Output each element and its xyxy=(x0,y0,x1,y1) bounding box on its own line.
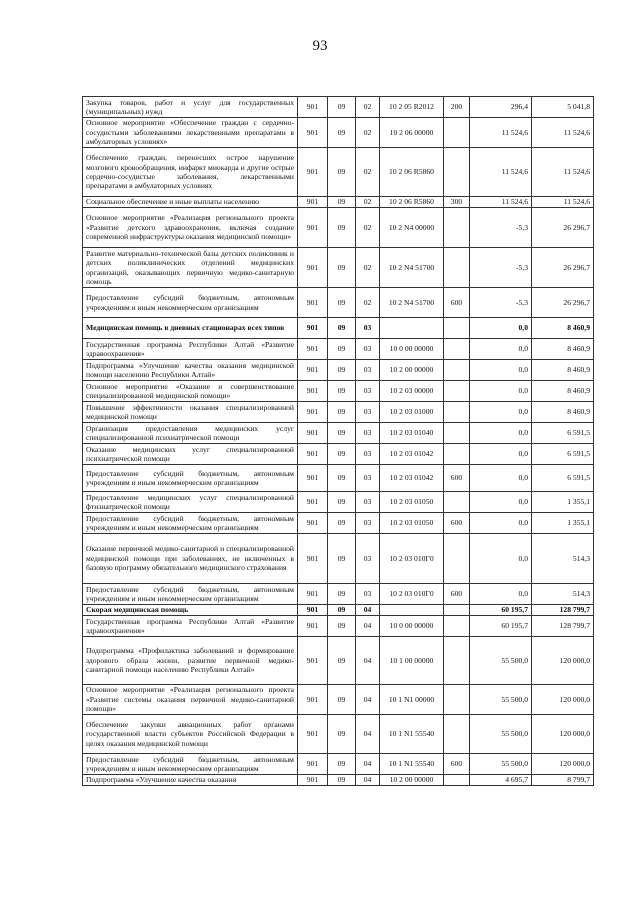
row-target-article: 10 0 00 00000 xyxy=(380,616,444,637)
row-sum-1: 4 695,7 xyxy=(470,775,532,786)
row-subsection: 04 xyxy=(356,715,380,754)
row-target-article: 10 1 00 00000 xyxy=(380,637,444,685)
row-expense-type xyxy=(444,360,470,381)
row-section: 09 xyxy=(328,605,356,616)
row-grbs: 901 xyxy=(298,513,328,534)
row-target-article: 10 1 N1 00000 xyxy=(380,685,444,715)
row-name: Закупка товаров, работ и услуг для государственных (муниципальных) нужд xyxy=(83,97,298,118)
row-sum-2: 6 591,5 xyxy=(532,444,594,465)
row-name: Государственная программа Республики Алтай «Развитие здравоохранения» xyxy=(83,616,298,637)
table-row xyxy=(83,754,594,775)
row-subsection: 03 xyxy=(356,584,380,605)
row-subsection: 03 xyxy=(356,402,380,423)
table-row xyxy=(83,318,594,339)
row-sum-1: 11 524,6 xyxy=(470,148,532,197)
row-name: Подпрограмма «Улучшение качества оказания медицинской помощи населению Республики Алтай» xyxy=(83,360,298,381)
row-name: Предоставление субсидий бюджетным, автономным учреждениям и иным некоммерческим организациям xyxy=(83,584,298,605)
row-subsection: 03 xyxy=(356,492,380,513)
row-name: Оказание первичной медико-санитарной и специализированной медицинской помощи при заболеваниях, не включенных в базовую программу обязательного медицинского страхования xyxy=(83,534,298,584)
row-name: Государственная программа Республики Алтай «Развитие здравоохранения» xyxy=(83,339,298,360)
table-row xyxy=(83,605,594,616)
row-section: 09 xyxy=(328,637,356,685)
table-row xyxy=(83,381,594,402)
table-row xyxy=(83,402,594,423)
row-target-article: 10 2 03 01050 xyxy=(380,492,444,513)
row-sum-1: 11 524,6 xyxy=(470,197,532,208)
row-sum-2: 11 524,6 xyxy=(532,197,594,208)
row-grbs: 901 xyxy=(298,584,328,605)
row-expense-type xyxy=(444,339,470,360)
row-grbs: 901 xyxy=(298,715,328,754)
row-section: 09 xyxy=(328,288,356,318)
row-expense-type xyxy=(444,775,470,786)
row-section: 09 xyxy=(328,754,356,775)
row-sum-1: 0,0 xyxy=(470,360,532,381)
row-sum-1: 0,0 xyxy=(470,465,532,492)
row-target-article: 10 2 N4 51700 xyxy=(380,288,444,318)
row-sum-2: 120 000,0 xyxy=(532,754,594,775)
row-grbs: 901 xyxy=(298,775,328,786)
row-subsection: 02 xyxy=(356,148,380,197)
row-target-article: 10 2 00 00000 xyxy=(380,360,444,381)
row-expense-type xyxy=(444,715,470,754)
row-sum-1: 0,0 xyxy=(470,381,532,402)
row-sum-1: 55 500,0 xyxy=(470,685,532,715)
row-target-article: 10 2 05 R2012 xyxy=(380,97,444,118)
row-name: Основное мероприятие «Обеспечение граждан с сердечно-сосудистыми заболеваниями лекарственными препаратами в амбулаторных условиях» xyxy=(83,118,298,148)
row-expense-type xyxy=(444,444,470,465)
row-name: Основное мероприятие «Реализация регионального проекта «Развитие системы оказания первичной медико-санитарной помощи» xyxy=(83,685,298,715)
budget-table-body xyxy=(83,97,594,786)
row-grbs: 901 xyxy=(298,339,328,360)
row-sum-2: 6 591,5 xyxy=(532,423,594,444)
row-subsection: 04 xyxy=(356,616,380,637)
row-target-article: 10 2 03 01050 xyxy=(380,513,444,534)
row-sum-2: 1 355,1 xyxy=(532,513,594,534)
table-row xyxy=(83,715,594,754)
row-sum-1: 296,4 xyxy=(470,97,532,118)
table-row xyxy=(83,775,594,786)
row-subsection: 02 xyxy=(356,288,380,318)
row-target-article: 10 0 00 00000 xyxy=(380,339,444,360)
row-section: 09 xyxy=(328,685,356,715)
row-expense-type xyxy=(444,318,470,339)
table-row xyxy=(83,197,594,208)
table-row xyxy=(83,534,594,584)
row-expense-type: 600 xyxy=(444,513,470,534)
table-row xyxy=(83,513,594,534)
row-expense-type xyxy=(444,534,470,584)
row-section: 09 xyxy=(328,197,356,208)
row-section: 09 xyxy=(328,715,356,754)
row-section: 09 xyxy=(328,360,356,381)
row-expense-type xyxy=(444,402,470,423)
row-sum-1: 55 500,0 xyxy=(470,715,532,754)
row-section: 09 xyxy=(328,381,356,402)
row-expense-type: 600 xyxy=(444,288,470,318)
row-sum-2: 514,3 xyxy=(532,584,594,605)
row-section: 09 xyxy=(328,492,356,513)
row-subsection: 04 xyxy=(356,605,380,616)
row-sum-1: 55 500,0 xyxy=(470,637,532,685)
row-sum-1: 0,0 xyxy=(470,423,532,444)
row-sum-2: 120 000,0 xyxy=(532,637,594,685)
row-grbs: 901 xyxy=(298,248,328,288)
table-row xyxy=(83,148,594,197)
row-expense-type: 600 xyxy=(444,754,470,775)
row-name: Социальное обеспечение и иные выплаты населению xyxy=(83,197,298,208)
row-target-article: 10 2 06 R5860 xyxy=(380,197,444,208)
row-target-article: 10 2 03 01042 xyxy=(380,465,444,492)
table-row xyxy=(83,616,594,637)
row-expense-type xyxy=(444,248,470,288)
row-sum-2: 8 460,9 xyxy=(532,318,594,339)
row-sum-1: 0,0 xyxy=(470,584,532,605)
row-grbs: 901 xyxy=(298,616,328,637)
row-sum-1: 60 195,7 xyxy=(470,605,532,616)
row-grbs: 901 xyxy=(298,534,328,584)
row-sum-2: 120 000,0 xyxy=(532,685,594,715)
table-row xyxy=(83,492,594,513)
row-name: Предоставление субсидий бюджетным, автономным учреждениям и иным некоммерческим организациям xyxy=(83,513,298,534)
row-sum-1: 55 500,0 xyxy=(470,754,532,775)
row-subsection: 04 xyxy=(356,685,380,715)
row-subsection: 03 xyxy=(356,534,380,584)
row-section: 09 xyxy=(328,339,356,360)
row-section: 09 xyxy=(328,118,356,148)
table-row xyxy=(83,444,594,465)
row-grbs: 901 xyxy=(298,97,328,118)
row-target-article: 10 2 03 010Г0 xyxy=(380,584,444,605)
table-row xyxy=(83,208,594,248)
row-sum-2: 11 524,6 xyxy=(532,118,594,148)
row-name: Скорая медицинская помощь xyxy=(83,605,298,616)
row-sum-1: 0,0 xyxy=(470,444,532,465)
row-name: Подпрограмма «Профилактика заболеваний и формирование здорового образа жизни, развитие первичной медико-санитарной помощи населению Республики Алтай» xyxy=(83,637,298,685)
row-name: Оказание медицинских услуг специализированной психиатрической помощи xyxy=(83,444,298,465)
row-sum-2: 128 799,7 xyxy=(532,605,594,616)
row-name: Развитие материально-технической базы детских поликлиник и детских поликлинических отделений медицинских организаций, оказывающих первичную медико-санитарную помощь xyxy=(83,248,298,288)
row-grbs: 901 xyxy=(298,288,328,318)
row-sum-1: -5,3 xyxy=(470,208,532,248)
row-expense-type xyxy=(444,381,470,402)
row-sum-2: 11 524,6 xyxy=(532,148,594,197)
row-grbs: 901 xyxy=(298,118,328,148)
row-target-article: 10 2 N4 00000 xyxy=(380,208,444,248)
table-row xyxy=(83,423,594,444)
row-section: 09 xyxy=(328,616,356,637)
row-expense-type xyxy=(444,423,470,444)
row-expense-type xyxy=(444,616,470,637)
row-grbs: 901 xyxy=(298,685,328,715)
row-subsection: 03 xyxy=(356,423,380,444)
row-subsection: 02 xyxy=(356,197,380,208)
row-grbs: 901 xyxy=(298,465,328,492)
row-sum-2: 8 460,9 xyxy=(532,360,594,381)
table-row xyxy=(83,288,594,318)
row-expense-type: 600 xyxy=(444,465,470,492)
table-row xyxy=(83,339,594,360)
row-sum-2: 26 296,7 xyxy=(532,208,594,248)
row-grbs: 901 xyxy=(298,318,328,339)
row-sum-1: 0,0 xyxy=(470,402,532,423)
row-expense-type: 600 xyxy=(444,584,470,605)
row-target-article: 10 2 06 R5860 xyxy=(380,148,444,197)
row-sum-1: 0,0 xyxy=(470,318,532,339)
row-expense-type xyxy=(444,118,470,148)
row-expense-type xyxy=(444,492,470,513)
table-row xyxy=(83,465,594,492)
row-expense-type xyxy=(444,637,470,685)
row-section: 09 xyxy=(328,444,356,465)
row-subsection: 03 xyxy=(356,381,380,402)
row-section: 09 xyxy=(328,584,356,605)
page-number: 93 xyxy=(312,38,328,54)
row-name: Медицинская помощь в дневных стационарах всех типов xyxy=(83,318,298,339)
row-sum-2: 26 296,7 xyxy=(532,248,594,288)
row-sum-2: 26 296,7 xyxy=(532,288,594,318)
row-sum-1: 0,0 xyxy=(470,513,532,534)
row-grbs: 901 xyxy=(298,360,328,381)
row-sum-2: 514,3 xyxy=(532,534,594,584)
row-grbs: 901 xyxy=(298,492,328,513)
row-name: Обеспечение закупки авиационных работ органами государственной власти субъектов Российской Федерации в целях оказания медицинской помощи xyxy=(83,715,298,754)
row-name: Предоставление субсидий бюджетным, автономным учреждениям и иным некоммерческим организациям xyxy=(83,288,298,318)
row-sum-1: 0,0 xyxy=(470,492,532,513)
table-row xyxy=(83,685,594,715)
row-section: 09 xyxy=(328,148,356,197)
row-subsection: 03 xyxy=(356,444,380,465)
row-subsection: 03 xyxy=(356,360,380,381)
row-subsection: 04 xyxy=(356,637,380,685)
row-sum-2: 6 591,5 xyxy=(532,465,594,492)
row-target-article xyxy=(380,605,444,616)
table-row xyxy=(83,360,594,381)
table-row xyxy=(83,637,594,685)
row-target-article: 10 2 00 00000 xyxy=(380,775,444,786)
table-row xyxy=(83,118,594,148)
row-section: 09 xyxy=(328,402,356,423)
row-target-article: 10 2 06 00000 xyxy=(380,118,444,148)
row-sum-2: 8 799,7 xyxy=(532,775,594,786)
row-sum-1: 0,0 xyxy=(470,339,532,360)
row-grbs: 901 xyxy=(298,148,328,197)
row-sum-2: 8 460,9 xyxy=(532,339,594,360)
row-expense-type xyxy=(444,605,470,616)
row-name: Основное мероприятие «Реализация регионального проекта «Развитие детского здравоохранения, включая создание современной инфраструктуры оказания медицинской помощи» xyxy=(83,208,298,248)
row-name: Предоставление субсидий бюджетным, автономным учреждениям и иным некоммерческим организациям xyxy=(83,754,298,775)
row-sum-2: 1 355,1 xyxy=(532,492,594,513)
row-target-article: 10 2 N4 51700 xyxy=(380,248,444,288)
row-subsection: 04 xyxy=(356,775,380,786)
row-grbs: 901 xyxy=(298,754,328,775)
table-row xyxy=(83,97,594,118)
row-grbs: 901 xyxy=(298,605,328,616)
row-target-article: 10 2 03 01040 xyxy=(380,423,444,444)
row-name: Повышение эффективности оказания специализированной медицинской помощи xyxy=(83,402,298,423)
row-subsection: 03 xyxy=(356,318,380,339)
row-grbs: 901 xyxy=(298,381,328,402)
row-sum-2: 120 000,0 xyxy=(532,715,594,754)
row-subsection: 02 xyxy=(356,208,380,248)
row-section: 09 xyxy=(328,513,356,534)
row-target-article: 10 1 N1 55540 xyxy=(380,715,444,754)
row-subsection: 04 xyxy=(356,754,380,775)
row-sum-2: 5 041,8 xyxy=(532,97,594,118)
row-grbs: 901 xyxy=(298,197,328,208)
row-sum-2: 8 460,9 xyxy=(532,402,594,423)
row-section: 09 xyxy=(328,423,356,444)
row-expense-type: 200 xyxy=(444,97,470,118)
row-section: 09 xyxy=(328,775,356,786)
row-subsection: 03 xyxy=(356,339,380,360)
row-section: 09 xyxy=(328,534,356,584)
row-name: Обеспечение граждан, перенесших острое нарушение мозгового кровообращения, инфаркт миокарда и другие острые сердечно-сосудистые заболевания, лекарственными препаратами в амбулаторных условиях xyxy=(83,148,298,197)
row-grbs: 901 xyxy=(298,208,328,248)
row-target-article: 10 2 03 01042 xyxy=(380,444,444,465)
row-target-article: 10 2 03 01000 xyxy=(380,402,444,423)
row-target-article: 10 2 03 00000 xyxy=(380,381,444,402)
row-expense-type: 300 xyxy=(444,197,470,208)
row-sum-1: 11 524,6 xyxy=(470,118,532,148)
budget-table xyxy=(82,96,594,786)
row-section: 09 xyxy=(328,97,356,118)
row-name: Основное мероприятие «Оказание и совершенствование специализированной медицинской помощи» xyxy=(83,381,298,402)
row-section: 09 xyxy=(328,318,356,339)
row-sum-1: -5,3 xyxy=(470,248,532,288)
row-section: 09 xyxy=(328,465,356,492)
row-grbs: 901 xyxy=(298,444,328,465)
row-sum-1: -5,3 xyxy=(470,288,532,318)
row-target-article: 10 2 03 010Г0 xyxy=(380,534,444,584)
row-section: 09 xyxy=(328,208,356,248)
row-sum-1: 60 195,7 xyxy=(470,616,532,637)
row-subsection: 02 xyxy=(356,248,380,288)
row-subsection: 02 xyxy=(356,118,380,148)
row-sum-2: 8 460,9 xyxy=(532,381,594,402)
row-name: Предоставление медицинских услуг специализированной фтизиатрической помощи xyxy=(83,492,298,513)
row-subsection: 03 xyxy=(356,513,380,534)
row-grbs: 901 xyxy=(298,423,328,444)
row-grbs: 901 xyxy=(298,637,328,685)
row-expense-type xyxy=(444,685,470,715)
row-subsection: 03 xyxy=(356,465,380,492)
table-row xyxy=(83,584,594,605)
row-expense-type xyxy=(444,148,470,197)
row-name: Подпрограмма «Улучшение качества оказания xyxy=(83,775,298,786)
row-expense-type xyxy=(444,208,470,248)
row-name: Предоставление субсидий бюджетным, автономным учреждениям и иным некоммерческим организациям xyxy=(83,465,298,492)
row-grbs: 901 xyxy=(298,402,328,423)
row-subsection: 02 xyxy=(356,97,380,118)
row-sum-1: 0,0 xyxy=(470,534,532,584)
table-row xyxy=(83,248,594,288)
row-target-article xyxy=(380,318,444,339)
row-sum-2: 128 799,7 xyxy=(532,616,594,637)
row-section: 09 xyxy=(328,248,356,288)
row-target-article: 10 1 N1 55540 xyxy=(380,754,444,775)
row-name: Организация предоставления медицинских услуг специализированной психиатрической помощи xyxy=(83,423,298,444)
